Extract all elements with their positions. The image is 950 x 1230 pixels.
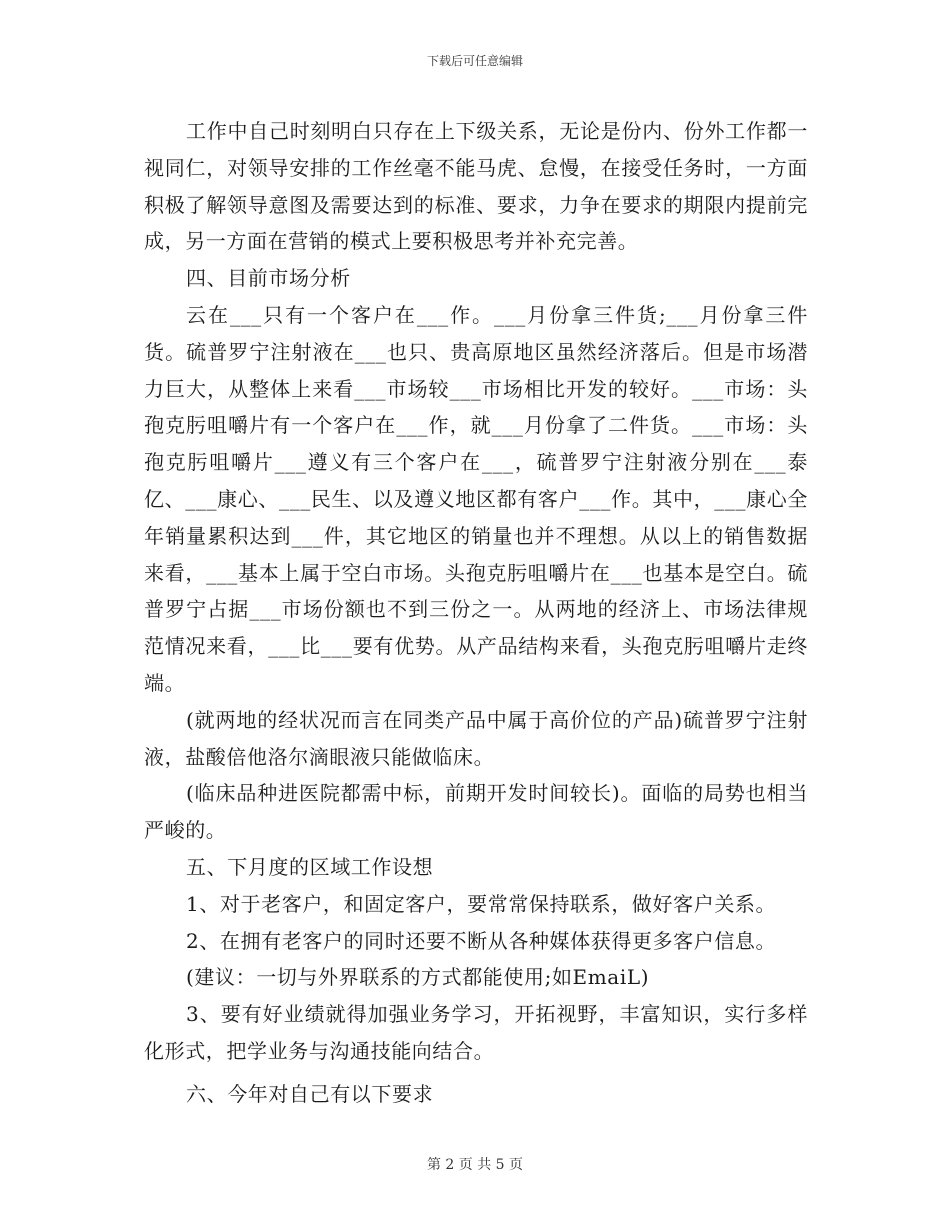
paragraph-price-note: (就两地的经状况而言在同类产品中属于高价位的产品)硫普罗宁注射液，盐酸倍他洛尔滴眼液只能做临床。 — [144, 707, 808, 769]
paragraph-market-analysis: 云在___只有一个客户在___作。___月份拿三件货;___月份拿三件货。硫普罗宁注射液在___也只、贵高原地区虽然经济落后。但是市场潜力巨大，从整体上来看___市场较___市场相比开发的较好。___市场：头孢克肟咀嚼片有一个客户在___作，就___月份拿了二件货。___市场：头孢克肟咀嚼片___遵义有三个客户在___，硫普罗宁注射液分别在___泰亿、___康心、___民生、以及遵义地区都有客户___作。其中，___康心全年销量累积达到___件，其它地区的销量也并不理想。从以上的销售数据来看，___基本上属于空白市场。头孢克肟咀嚼片在___也基本是空白。硫普罗宁占据___市场份额也不到三份之一。从两地的经济上、市场法律规范情况来看，___比___要有优势。从产品结构来看，头孢克肟咀嚼片走终端。 — [144, 302, 808, 695]
document-body — [144, 113, 808, 1113]
list-item-old-customers: 1、对于老客户，和固定客户，要常常保持联系，做好客户关系。 — [186, 891, 777, 916]
list-item-business-study: 3、要有好业绩就得加强业务学习，开拓视野，丰富知识，实行多样化形式，把学业务与沟通技能向结合。 — [144, 1002, 808, 1063]
section-heading-market-analysis: 四、目前市场分析 — [186, 266, 351, 291]
section-heading-self-requirements: 六、今年对自己有以下要求 — [186, 1081, 434, 1106]
list-item-new-customers: 2、在拥有老客户的同时还要不断从各种媒体获得更多客户信息。 — [186, 928, 777, 953]
page-header: 下载后可任意编辑 — [426, 54, 523, 68]
page-number: 第 2 页 共 5 页 — [426, 1157, 524, 1173]
paragraph-clinical-note: (临床品种进医院都需中标，前期开发时间较长)。面临的局势也相当严峻的。 — [144, 781, 808, 843]
paragraph-suggestion: (建议：一切与外界联系的方式都能使用;如EmaiL) — [186, 965, 650, 990]
paragraph-work-attitude: 工作中自己时刻明白只存在上下级关系，无论是份内、份外工作都一视同仁，对领导安排的工作丝毫不能马虎、怠慢，在接受任务时，一方面积极了解领导意图及需要达到的标准、要求，力争在要求的期限内提前完成，另一方面在营销的模式上要积极思考并补充完善。 — [144, 119, 808, 254]
section-heading-next-month-plan: 五、下月度的区域工作设想 — [186, 854, 434, 879]
